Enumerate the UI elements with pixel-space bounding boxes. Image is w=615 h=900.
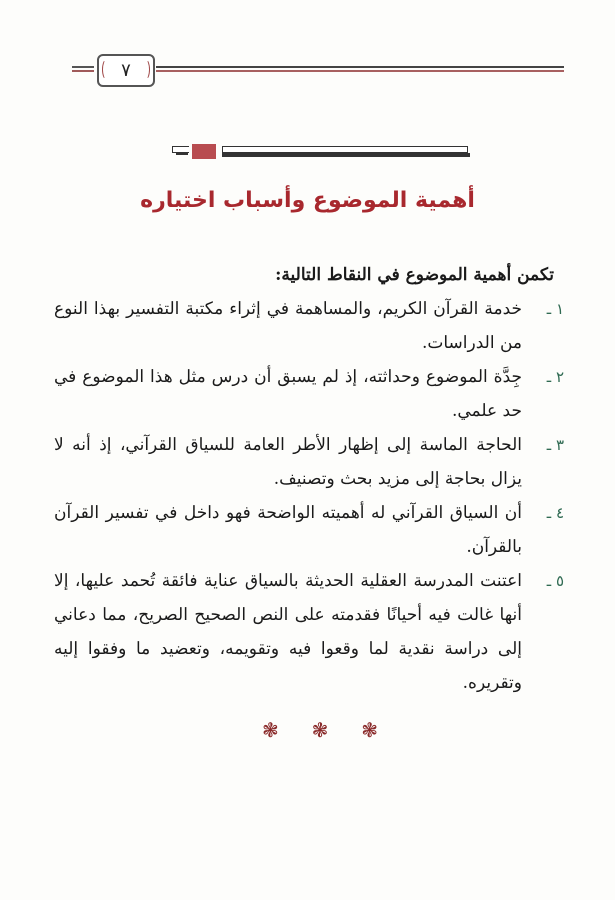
item-number: ٤ ـ	[546, 504, 564, 522]
intro-text: تكمن أهمية الموضوع في النقاط التالية:	[275, 265, 554, 285]
ornament-red-block	[192, 144, 216, 159]
list-item	[54, 428, 564, 496]
list-item	[54, 360, 564, 428]
item-text: الحاجة الماسة إلى إظهار الأطر العامة للسياق القرآني، إذ أنه لا يزال بحاجة إلى مزيد بحث وتصنيف.	[54, 435, 522, 489]
section-title: أهمية الموضوع وأسباب اختياره	[140, 188, 475, 213]
flower-icon: ❃	[311, 718, 329, 742]
list-item	[54, 496, 564, 564]
header-rule-right	[156, 66, 564, 68]
page-number-frame	[97, 54, 155, 87]
item-text: جِدَّة الموضوع وحداثته، إذ لم يسبق أن درس مثل هذا الموضوع في حد علمي.	[54, 367, 522, 421]
ornament-stub-shadow	[176, 152, 188, 155]
item-text: أن السياق القرآني له أهميته الواضحة فهو داخل في تفسير القرآن بالقرآن.	[54, 503, 522, 557]
page-number: ٧	[121, 60, 131, 81]
page-header	[72, 52, 564, 88]
section-body	[54, 258, 564, 700]
header-rule-right-accent	[156, 70, 564, 72]
flower-icon: ❃	[262, 718, 279, 742]
header-rule-left-accent	[72, 70, 94, 72]
item-text: اعتنت المدرسة العقلية الحديثة بالسياق عناية فائقة تُحمد عليها، إلا أنها غالت فيه أحيانًا فقدمته على النص الصحيح الصريح، مما دعاني إلى دراسة نقدية لما وقعوا فيه وتقويمه، وتعضيد ما وفقوا إليه وتقريره.	[54, 571, 522, 693]
flower-icon: ❃	[361, 718, 378, 742]
ornament-bar	[222, 146, 468, 153]
item-number: ١ ـ	[546, 300, 564, 318]
ornament-bar-shadow	[222, 153, 470, 157]
list-item	[54, 564, 564, 700]
section-divider-ornament	[172, 143, 470, 159]
list-item	[54, 292, 564, 360]
item-number: ٣ ـ	[546, 436, 564, 454]
end-ornament	[262, 718, 378, 742]
header-rule-left	[72, 66, 94, 68]
item-number: ٥ ـ	[546, 572, 564, 590]
item-number: ٢ ـ	[546, 368, 564, 386]
item-text: خدمة القرآن الكريم، والمساهمة في إثراء مكتبة التفسير بهذا النوع من الدراسات.	[54, 299, 522, 353]
